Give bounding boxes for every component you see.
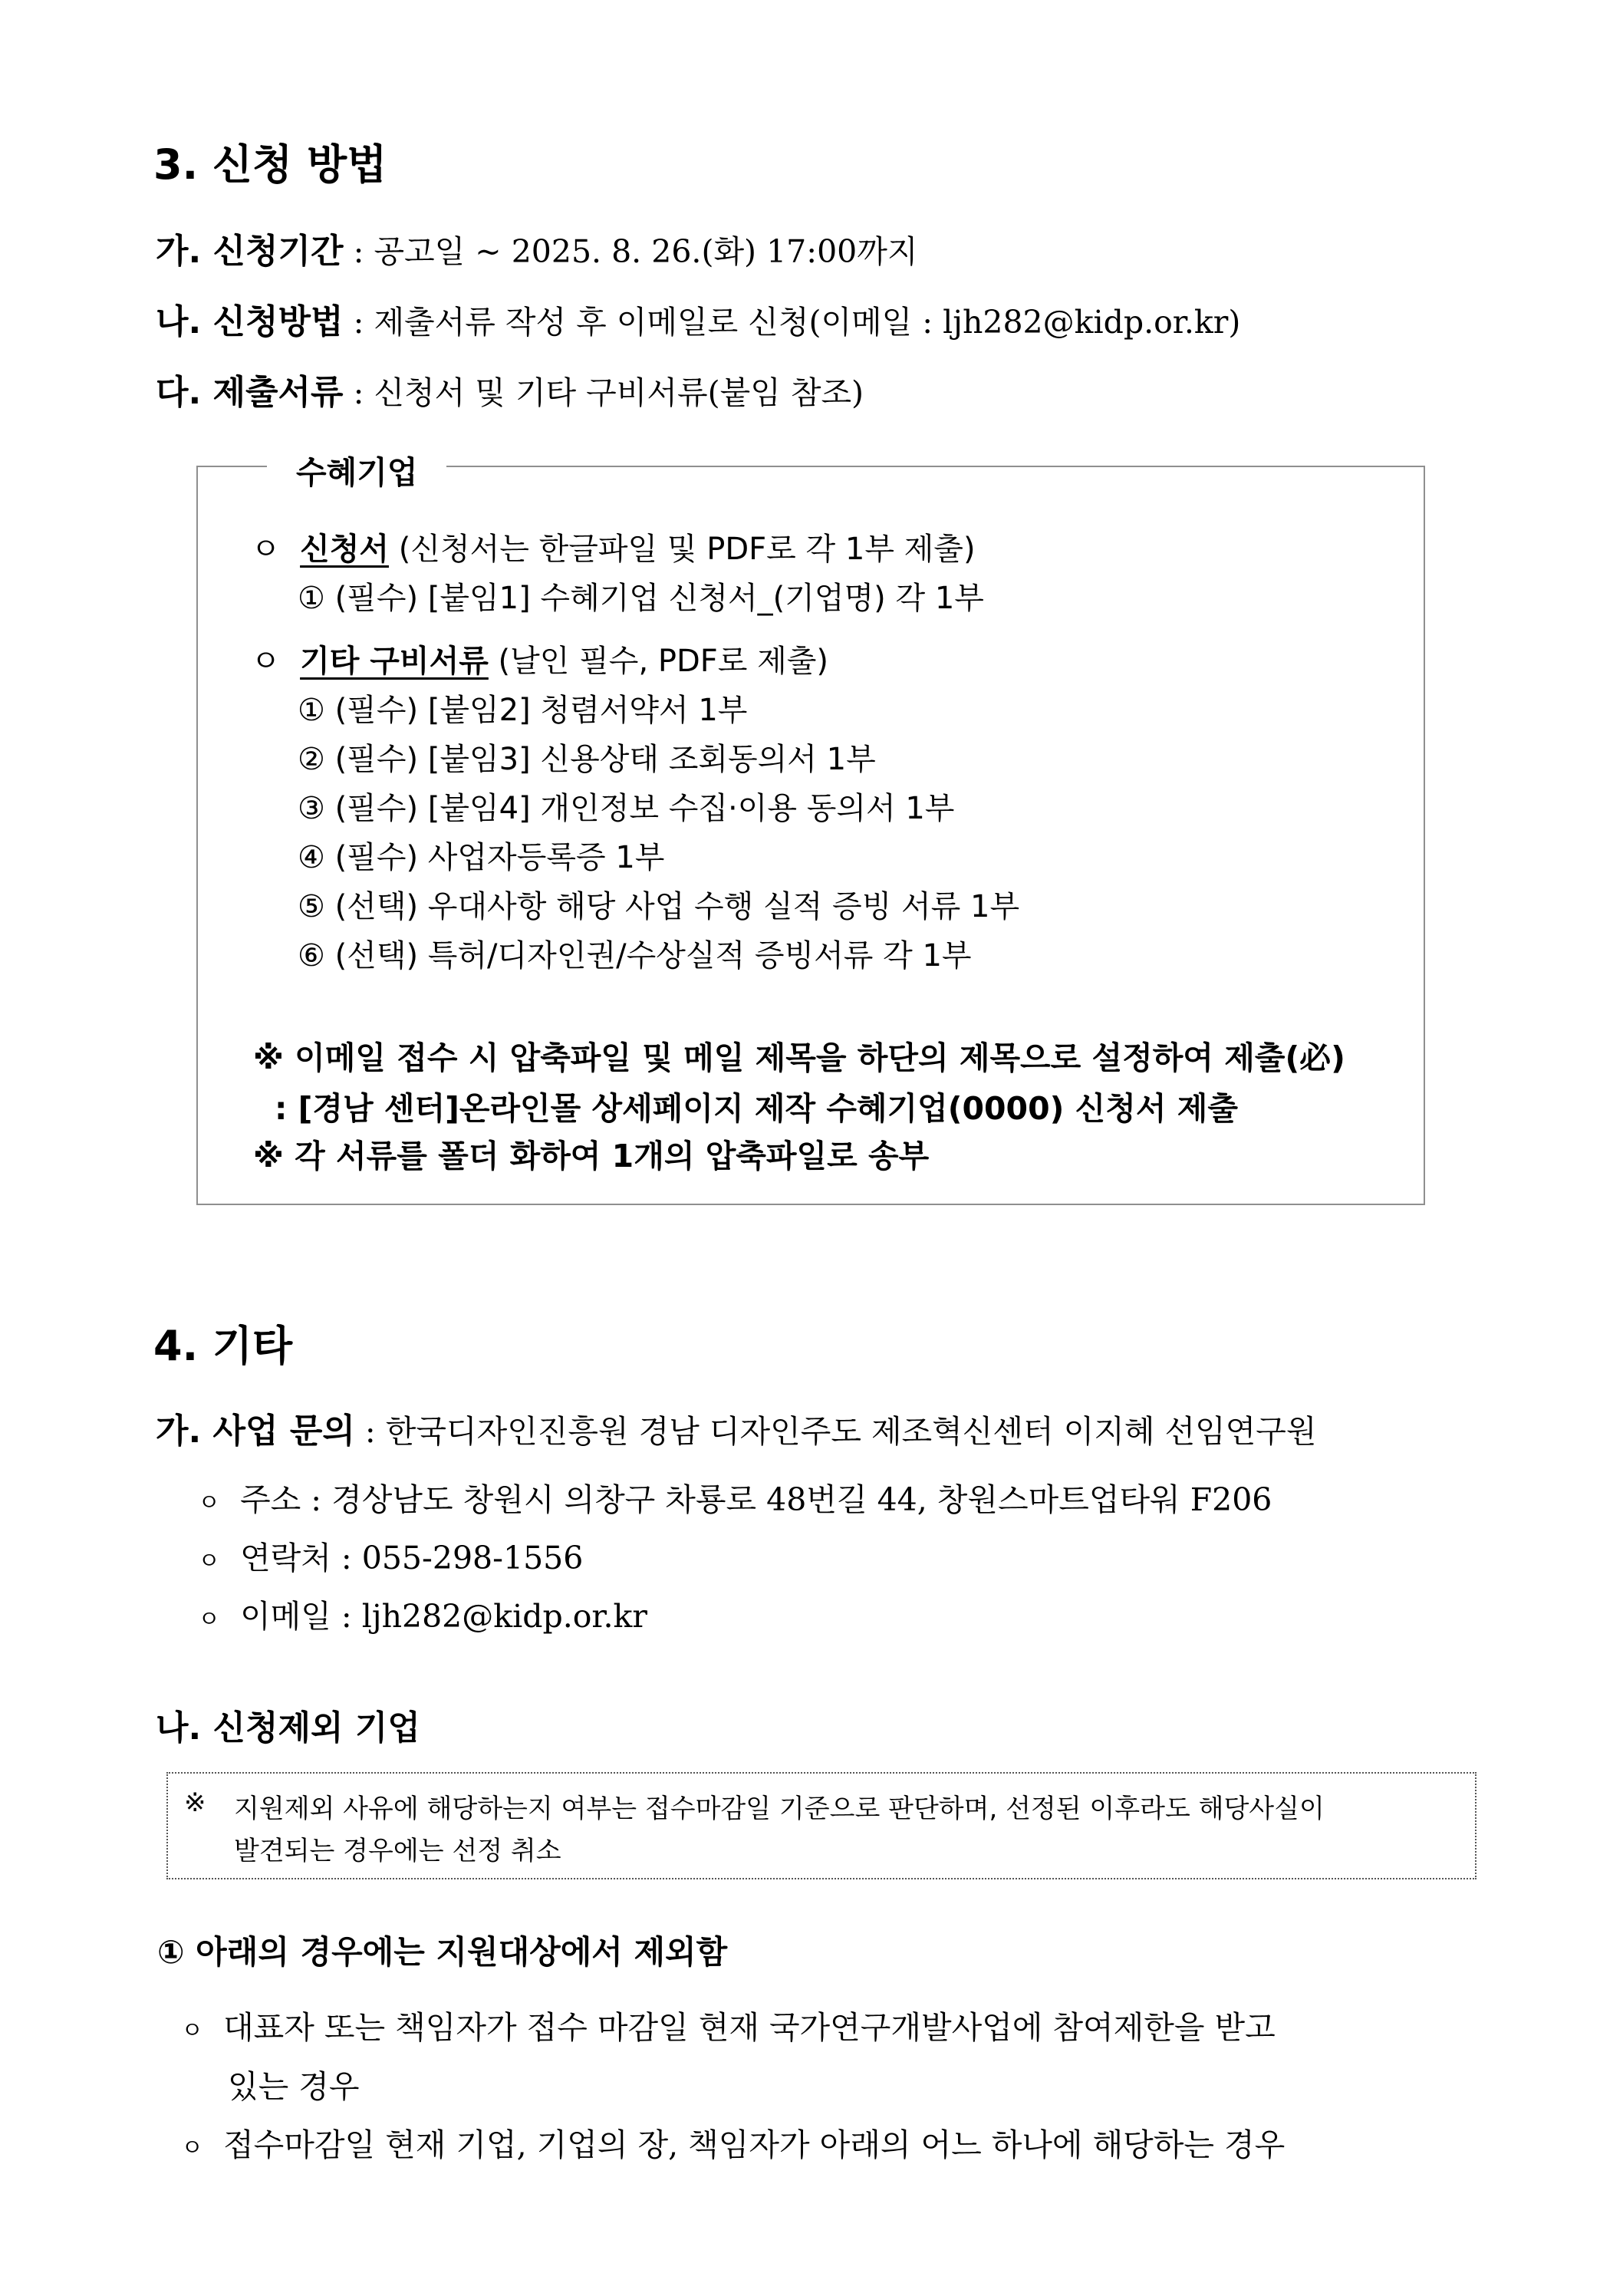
apply-method-sep: : [343,304,374,341]
inquiry-row [156,1412,1317,1451]
application-form-heading: 신청서 [300,532,389,567]
email-subject-format: : [경남 센터]온라인몰 상세페이지 제작 수혜기업(0000) 신청서 제출 [275,1090,1238,1127]
other-docs-item: ③ (필수) [붙임4] 개인정보 수집·이용 동의서 1부 [298,791,955,826]
bullet-mark: ㅇ [198,1548,220,1575]
contact-address-text: 주소 : 경상남도 창원시 의창구 차룡로 48번길 44, 창원스마트업타워 F206 [240,1481,1272,1518]
compress-note: ※ 각 서류를 폴더 화하여 1개의 압축파일로 송부 [253,1138,930,1174]
contact-phone-text: 연락처 : 055-298-1556 [240,1540,584,1576]
exclusion-case-1-line2: 있는 경우 [228,2068,360,2105]
documents-label: 다. 제출서류 [156,373,344,412]
inquiry-label: 가. 사업 문의 [156,1412,355,1451]
documents-value: 신청서 및 기타 구비서류(붙임 참조) [374,374,864,411]
apply-period-row [156,232,918,271]
exclusion-case-1 [181,2002,1276,2047]
inquiry-value: 한국디자인진흥원 경남 디자인주도 제조혁신센터 이지혜 선임연구원 [385,1413,1317,1450]
excluded-note-line1: 지원제외 사유에 해당하는지 여부는 접수마감일 기준으로 판단하며, 선정된 이후라도 해당사실이 [234,1794,1325,1824]
other-docs-item: ② (필수) [붙임3] 신용상태 조회동의서 1부 [298,742,876,777]
exclusion-case-title: ① 아래의 경우에는 지원대상에서 제외함 [157,1933,728,1971]
bullet-mark: ㅇ [181,2018,203,2044]
application-item-1: ① (필수) [붙임1] 수혜기업 신청서_(기업명) 각 1부 [298,581,984,616]
other-docs-item: ⑤ (선택) 우대사항 해당 사업 수행 실적 증빙 서류 1부 [298,889,1020,924]
section-3-title: 3. 신청 방법 [153,140,387,189]
bullet-other-docs [251,637,828,680]
apply-method-label: 나. 신청방법 [156,302,344,341]
exclusion-case-2-line1: 접수마감일 현재 기업, 기업의 장, 책임자가 아래의 어느 하나에 해당하는 경우 [223,2126,1286,2163]
contact-phone [198,1533,583,1578]
other-docs-item: ⑥ (선택) 특허/디자인권/수상실적 증빙서류 각 1부 [298,938,972,973]
bullet-mark: ㅇ [198,1606,220,1633]
exclusion-case-2 [181,2120,1285,2165]
inquiry-sep: : [354,1413,386,1450]
apply-method-value: 제출서류 작성 후 이메일로 신청(이메일 : ljh282@kidp.or.kr) [374,304,1241,341]
other-docs-heading: 기타 구비서류 [300,644,489,679]
contact-email-text: 이메일 : ljh282@kidp.or.kr [240,1598,647,1635]
section-4-title: 4. 기타 [153,1322,293,1370]
other-docs-item: ① (필수) [붙임2] 청렴서약서 1부 [298,693,748,728]
documents-sep: : [343,374,374,411]
bullet-mark: ㅇ [181,2135,203,2162]
excluded-note-line2: 발견되는 경우에는 선정 취소 [234,1836,561,1866]
application-form-desc: (신청서는 한글파일 및 PDF로 각 1부 제출) [389,532,976,567]
other-docs-item: ④ (필수) 사업자등록증 1부 [298,840,665,875]
contact-address [198,1474,1272,1520]
apply-period-sep: : [343,233,374,270]
excluded-note-mark: ※ [184,1787,206,1818]
exclusion-case-1-line1: 대표자 또는 책임자가 접수 마감일 현재 국가연구개발사업에 참여제한을 받고 [223,2009,1276,2046]
other-docs-desc: (날인 필수, PDF로 제출) [488,644,829,679]
email-subject-note: ※ 이메일 접수 시 압축파일 및 메일 제목을 하단의 제목으로 설정하여 제출(必) [253,1039,1345,1076]
apply-method-row [156,302,1241,341]
bullet-mark: ㅇ [251,644,281,679]
bullet-mark: ㅇ [251,532,281,567]
apply-period-value: 공고일 ~ 2025. 8. 26.(화) 17:00까지 [374,233,918,270]
documents-row [156,373,864,412]
apply-period-label: 가. 신청기간 [156,232,344,271]
excluded-title: 나. 신청제외 기업 [156,1708,420,1748]
bullet-application [251,525,976,568]
bullet-mark: ㅇ [198,1490,220,1517]
contact-email [198,1591,647,1636]
beneficiary-box-title: 수혜기업 [267,447,446,492]
